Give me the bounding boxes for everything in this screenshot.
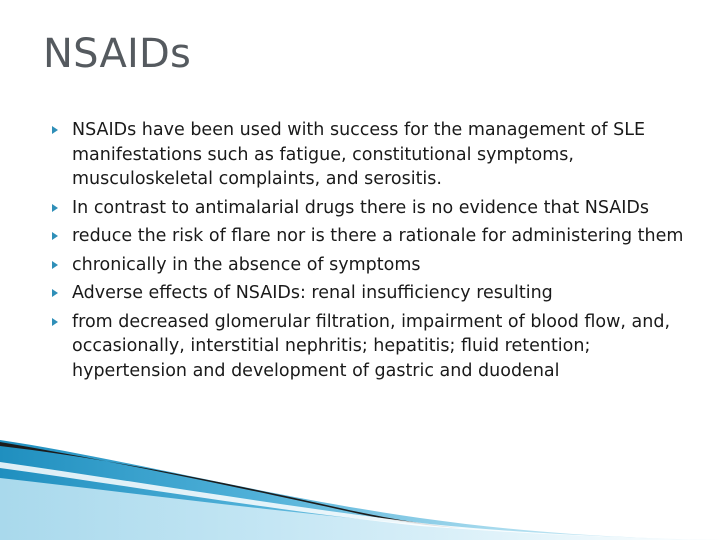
triangle-bullet-icon [52,261,58,269]
bullet-text: chronically in the absence of symptoms [72,254,421,275]
triangle-bullet-icon [52,232,58,240]
bullet-item [50,118,690,192]
triangle-bullet-icon [52,289,58,297]
bullet-item [50,281,690,306]
bullet-text: from decreased glomerular filtration, impairment of blood flow, and, occasionally, interstitial nephritis; hepatitis; fluid retention; hypertension and development of gastric and duodenal [72,311,671,381]
bullet-list [50,118,690,387]
bullet-item [50,310,690,384]
bullet-text: reduce the risk of flare nor is there a rationale for administering them [72,226,684,246]
bullet-text: Adverse effects of NSAIDs: renal insufficiency resulting [72,283,553,303]
swoosh-decoration [0,440,720,540]
bullet-text: In contrast to antimalarial drugs there is no evidence that NSAIDs [72,197,649,218]
triangle-bullet-icon [52,126,58,134]
slide-title: NSAIDs [43,31,192,77]
triangle-bullet-icon [52,204,58,212]
bullet-item [50,196,690,221]
triangle-bullet-icon [52,318,58,326]
bullet-item [50,253,690,278]
bullet-item [50,224,690,249]
bullet-text: NSAIDs have been used with success for the management of SLE manifestations such as fatigue, constitutional symptoms, musculoskeletal complaints, and serositis. [72,120,646,189]
